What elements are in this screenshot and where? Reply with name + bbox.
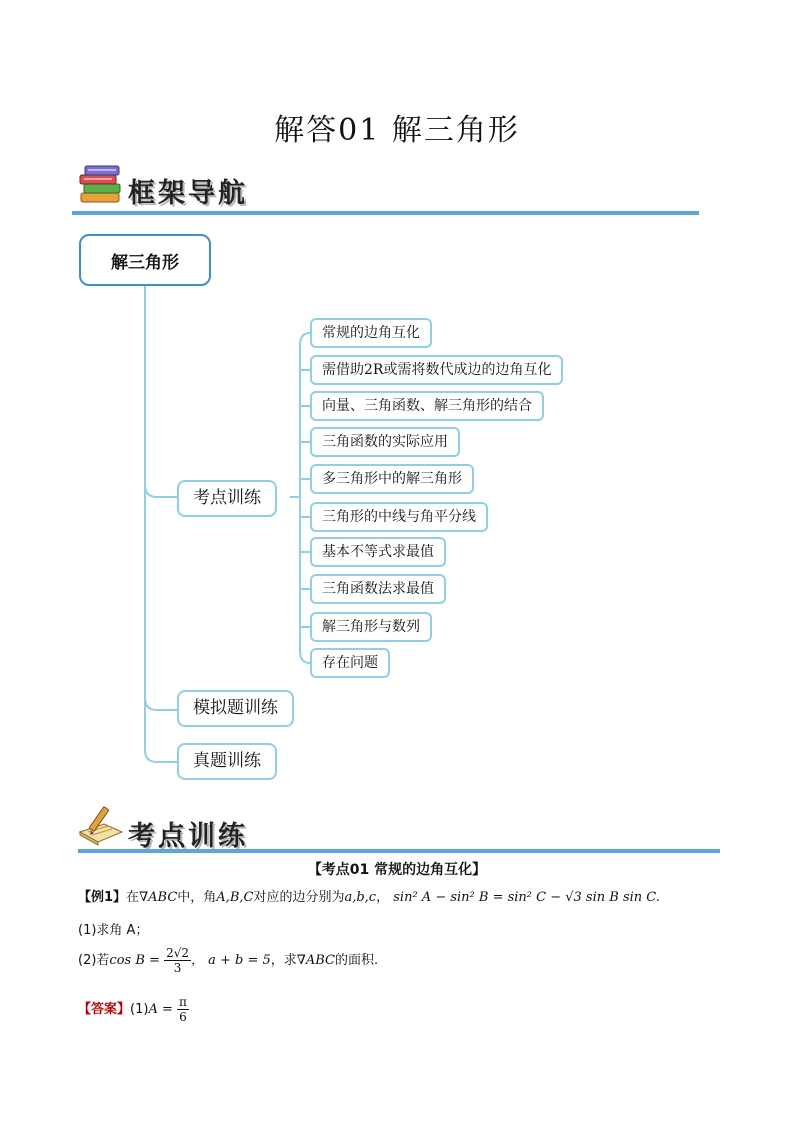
question-2 xyxy=(78,946,378,975)
question-1: (1)求角 A； xyxy=(78,923,149,938)
kaodian-item: 三角函数的实际应用 xyxy=(310,427,460,457)
kaodian-item: 需借助2R或需将数代成边的边角互化 xyxy=(310,355,563,385)
branch-zhenti: 真题训练 xyxy=(177,743,277,780)
kaodian-item: 存在问题 xyxy=(310,648,390,678)
framework-banner-title: 框架导航 xyxy=(128,178,248,209)
branch-moniti: 模拟题训练 xyxy=(177,690,294,727)
q2-fraction: $\frac{2√2}{3}$ xyxy=(166,946,189,975)
q2-triangle: ∇ABC xyxy=(296,953,336,968)
kaodian-banner-title: 考点训练 xyxy=(128,821,248,852)
answer-fraction: $\frac{\pi}{6}$ xyxy=(179,995,187,1024)
q2-text: 的面积. xyxy=(335,953,379,968)
q2-text: (2)若 xyxy=(78,953,110,968)
example-tag: 【例1】 xyxy=(78,890,127,905)
kaodian-item: 三角函数法求最值 xyxy=(310,574,446,604)
page-title: 解答01 解三角形 xyxy=(274,113,520,148)
angle-names: A,B,C xyxy=(216,890,254,905)
kaodian-item: 解三角形与数列 xyxy=(310,612,432,642)
answer-line xyxy=(78,995,189,1024)
exercise-heading: 【考点01 常规的边角互化】 xyxy=(307,862,487,878)
kaodian-item: 基本不等式求最值 xyxy=(310,537,446,567)
q2-cos: cos B = xyxy=(109,953,160,968)
q2-condition: ， a + b = 5 xyxy=(190,953,271,968)
triangle-symbol: ∇ABC xyxy=(139,890,178,905)
kaodian-item: 三角形的中线与角平分线 xyxy=(310,502,488,532)
answer-tag: 【答案】 xyxy=(78,1002,131,1017)
notebook-pencil-icon xyxy=(78,802,124,846)
given-equation: sin² A − sin² B = sin² C − √3 sin B sin C. xyxy=(393,890,660,905)
q2-text: ，求 xyxy=(270,953,297,968)
kaodian-banner xyxy=(78,802,718,852)
side-names: a,b,c xyxy=(344,890,377,905)
answer-eq: A = xyxy=(148,1002,173,1017)
kaodian-item: 多三角形中的解三角形 xyxy=(310,464,474,494)
kaodian-divider xyxy=(78,849,720,853)
branch-kaodian: 考点训练 xyxy=(177,480,277,517)
example-text: 中，角 xyxy=(177,890,217,905)
example-text: 对应的边分别为 xyxy=(253,890,345,905)
kaodian-item: 向量、三角函数、解三角形的结合 xyxy=(310,391,544,421)
example-text: 在 xyxy=(126,890,140,905)
mindmap-root: 解三角形 xyxy=(79,234,211,286)
kaodian-item: 常规的边角互化 xyxy=(310,318,432,348)
example-1-line xyxy=(78,886,660,905)
answer-part: (1) xyxy=(130,1002,149,1017)
example-text: ， xyxy=(376,890,390,905)
